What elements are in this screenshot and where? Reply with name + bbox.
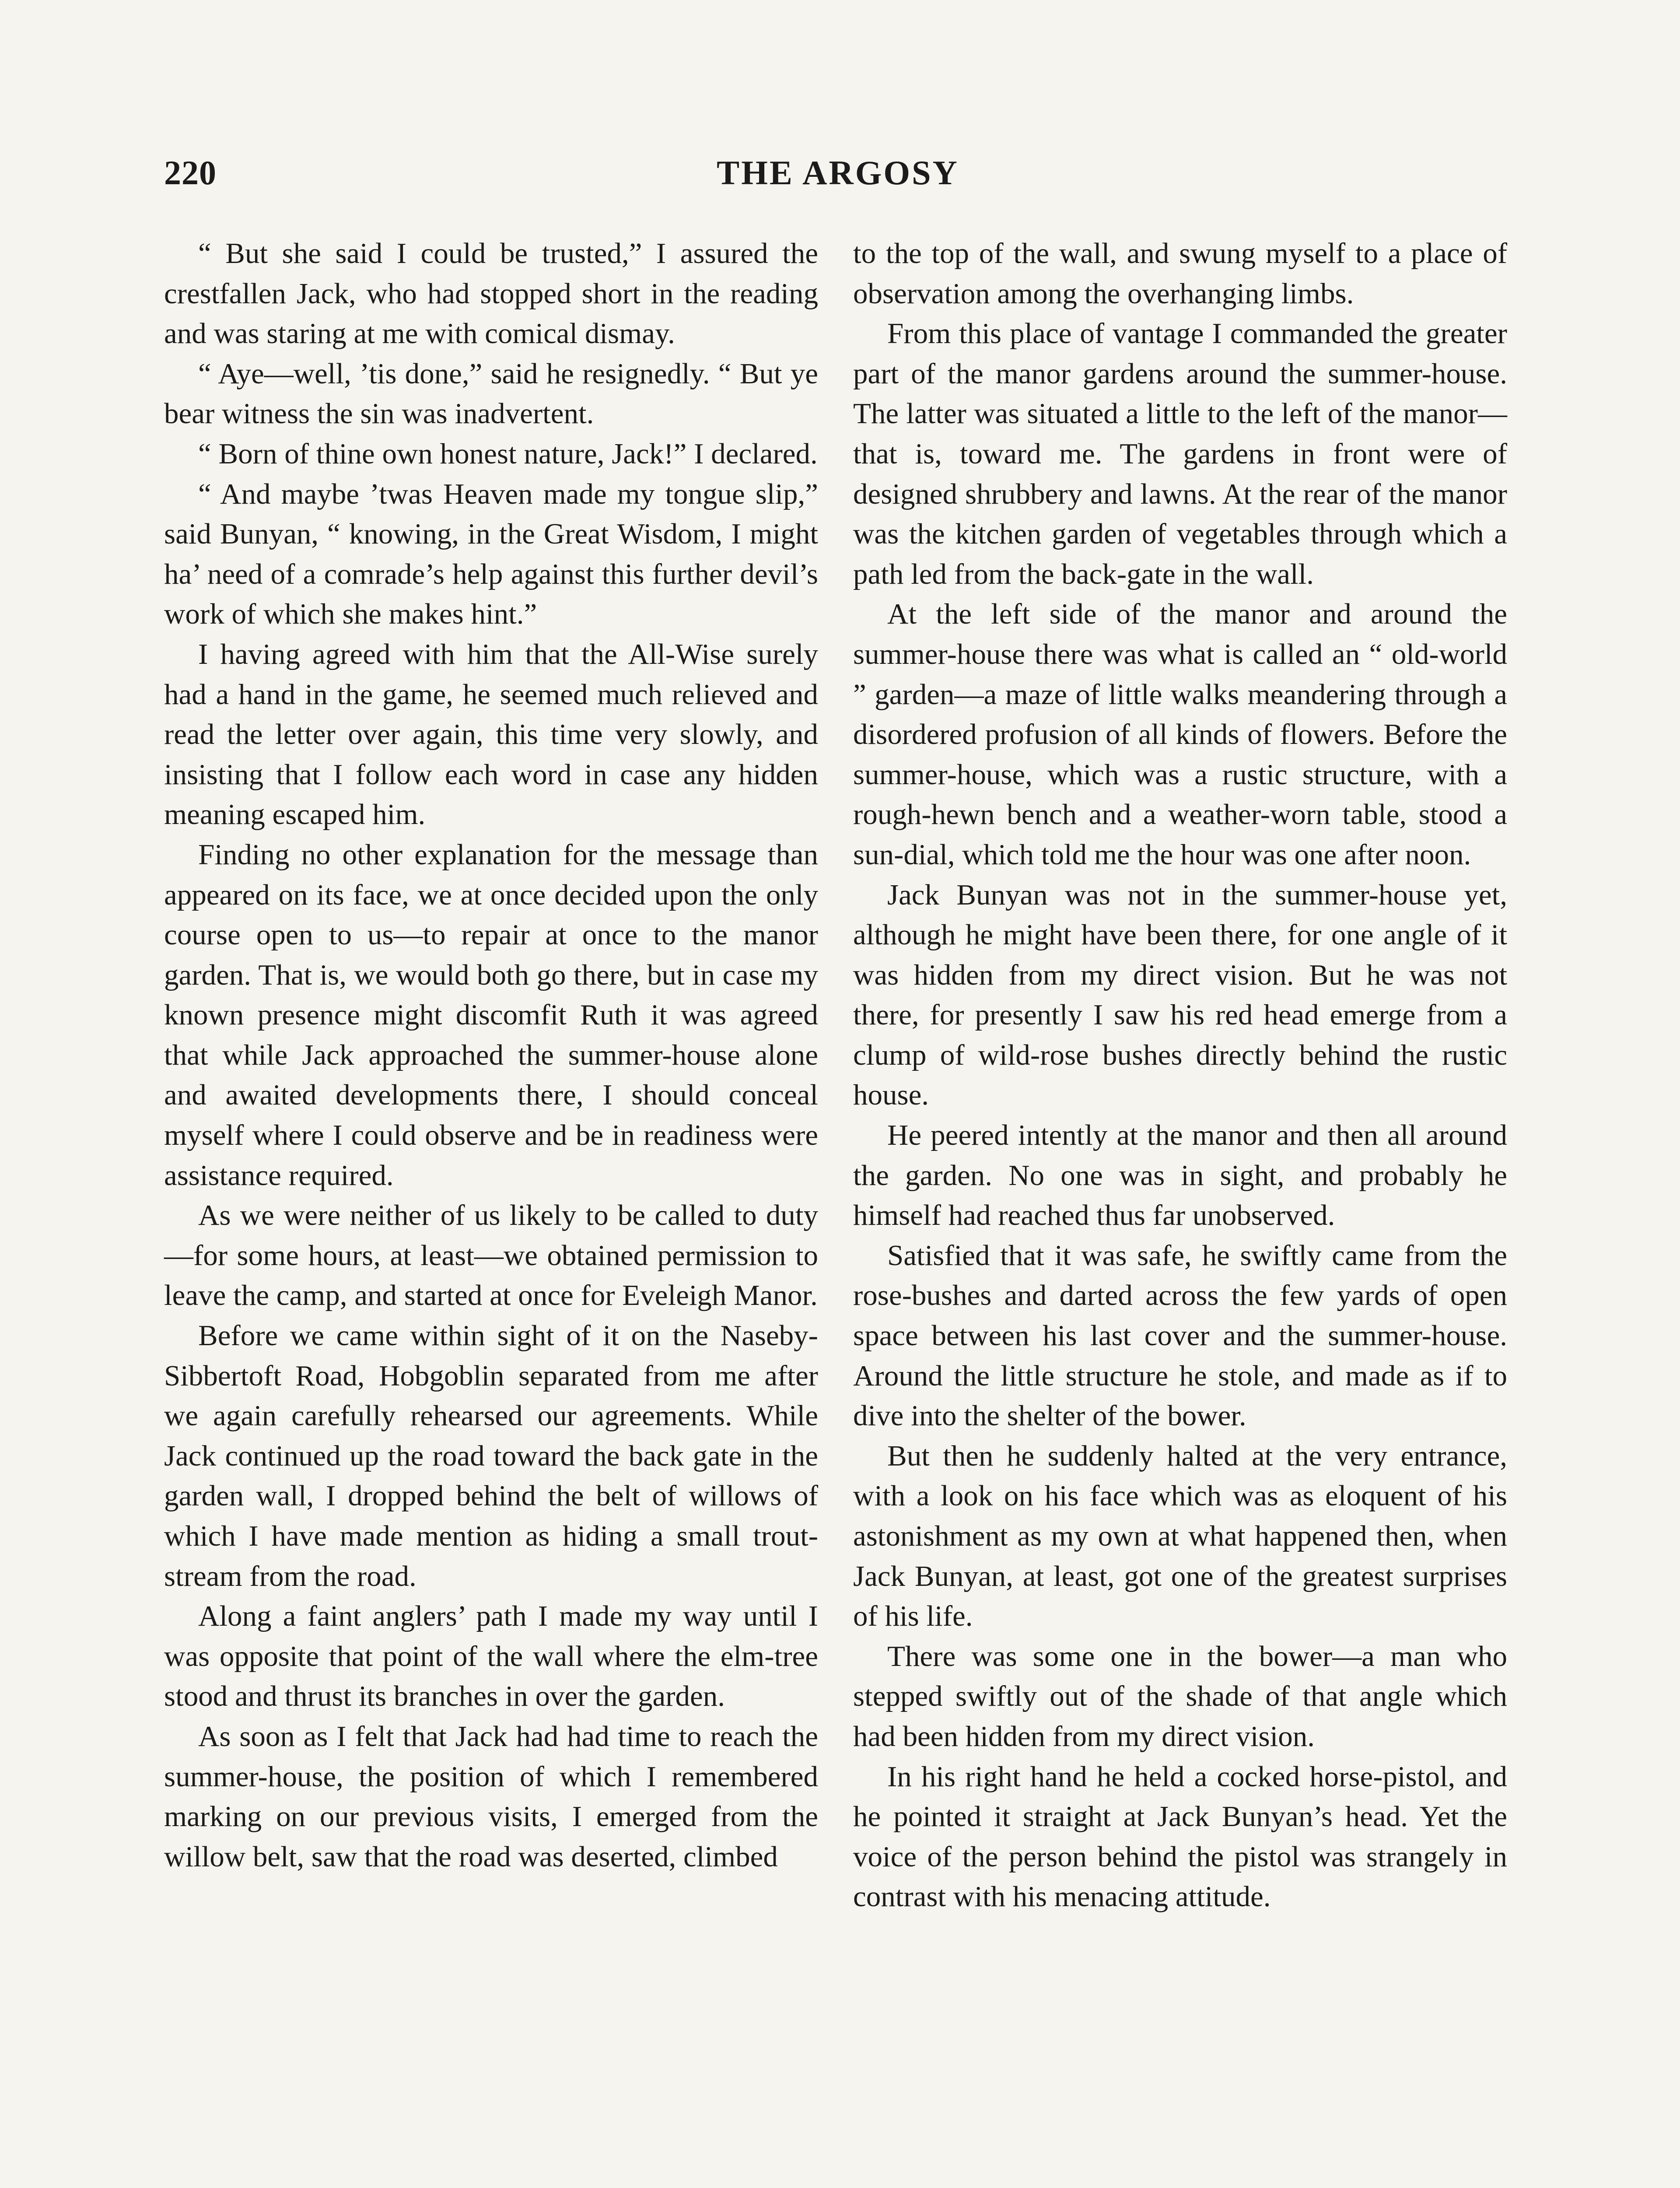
paragraph: From this place of vantage I commanded the greater part of the manor gardens around the summer-house. The latter was situated a little to the left of the manor—that is, toward me. The gardens in front were of designed shrubbery and lawns. At the rear of the manor was the kitchen garden of vegetables through which a path led from the back-gate in the wall. <box>853 317 1507 590</box>
paragraph: In his right hand he held a cocked horse-pistol, and he pointed it straight at Jack Bunyan’s head. Yet the voice of the person behind the pistol was strangely in contrast with his menacing attitude. <box>853 1760 1507 1913</box>
paragraph: There was some one in the bower—a man who stepped swiftly out of the shade of that angle which had been hidden from my direct vision. <box>853 1640 1507 1753</box>
paragraph: Finding no other explanation for the message than appeared on its face, we at once decided upon the only course open to us—to repair at once to the manor garden. That is, we would both go there, but in case my known presence might discomfit Ruth it was agreed that while Jack approached the summer-house alone and awaited developments there, I should conceal myself where I could observe and be in readiness were assistance required. <box>164 838 818 1192</box>
paragraph: “ Born of thine own honest nature, Jack!” I declared. <box>198 437 818 470</box>
paragraph-continued: to the top of the wall, and swung myself to a place of observation among the overhanging limbs. <box>853 237 1507 310</box>
paragraph: Satisfied that it was safe, he swiftly came from the rose-bushes and darted across the few yards of open space between his last cover and the summer-house. Around the little structure he stole, and made as if to dive into the shelter of the bower. <box>853 1239 1507 1432</box>
paragraph: At the left side of the manor and around the summer-house there was what is called an “ old-world ” garden—a maze of little walks meandering through a disordered profusion of all kinds of flowers. Before the summer-house, which was a rustic structure, with a rough-hewn bench and a weather-worn table, stood a sun-dial, which told me the hour was one after noon. <box>853 598 1507 871</box>
left-column <box>164 234 818 1877</box>
paragraph: As soon as I felt that Jack had had time to reach the summer-house, the position of which I remembered marking on our previous visits, I emerged from the willow belt, saw that the road was deserted, climbed <box>164 1720 818 1873</box>
paragraph: “ Aye—well, ’tis done,” said he resignedly. “ But ye bear witness the sin was inadvertent. <box>164 357 818 430</box>
paragraph: He peered intently at the manor and then all around the garden. No one was in sight, and probably he himself had reached thus far unobserved. <box>853 1119 1507 1232</box>
paragraph: Jack Bunyan was not in the summer-house yet, although he might have been there, for one angle of it was hidden from my direct vision. But he was not there, for presently I saw his red head emerge from a clump of wild-rose bushes directly behind the rustic house. <box>853 878 1507 1112</box>
paragraph: Along a faint anglers’ path I made my way until I was opposite that point of the wall where the elm-tree stood and thrust its branches in over the garden. <box>164 1600 818 1713</box>
running-title: THE ARGOSY <box>717 154 959 192</box>
right-column <box>853 234 1507 1917</box>
paragraph: As we were neither of us likely to be called to duty—for some hours, at least—we obtained permission to leave the camp, and started at once for Eveleigh Manor. <box>164 1199 818 1312</box>
paragraph: “ And maybe ’twas Heaven made my tongue slip,” said Bunyan, “ knowing, in the Great Wisdom, I might ha’ need of a comrade’s help against this further devil’s work of which she makes hint.” <box>164 477 818 631</box>
paragraph: Before we came within sight of it on the Naseby-Sibbertoft Road, Hobgoblin separated from me after we again carefully rehearsed our agreements. While Jack continued up the road toward the back gate in the garden wall, I dropped behind the belt of willows of which I have made mention as hiding a small trout-stream from the road. <box>164 1319 818 1592</box>
page-number: 220 <box>164 154 217 192</box>
paragraph: But then he suddenly halted at the very entrance, with a look on his face which was as eloquent of his astonishment as my own at what happened then, when Jack Bunyan, at least, got one of the greatest surprises of his life. <box>853 1439 1507 1633</box>
page-header <box>164 153 1512 201</box>
paragraph: “ But she said I could be trusted,” I assured the crestfallen Jack, who had stopped short in the reading and was staring at me with comical dismay. <box>164 237 818 350</box>
paragraph: I having agreed with him that the All-Wise surely had a hand in the game, he seemed much relieved and read the letter over again, this time very slowly, and insisting that I follow each word in case any hidden meaning escaped him. <box>164 638 818 831</box>
